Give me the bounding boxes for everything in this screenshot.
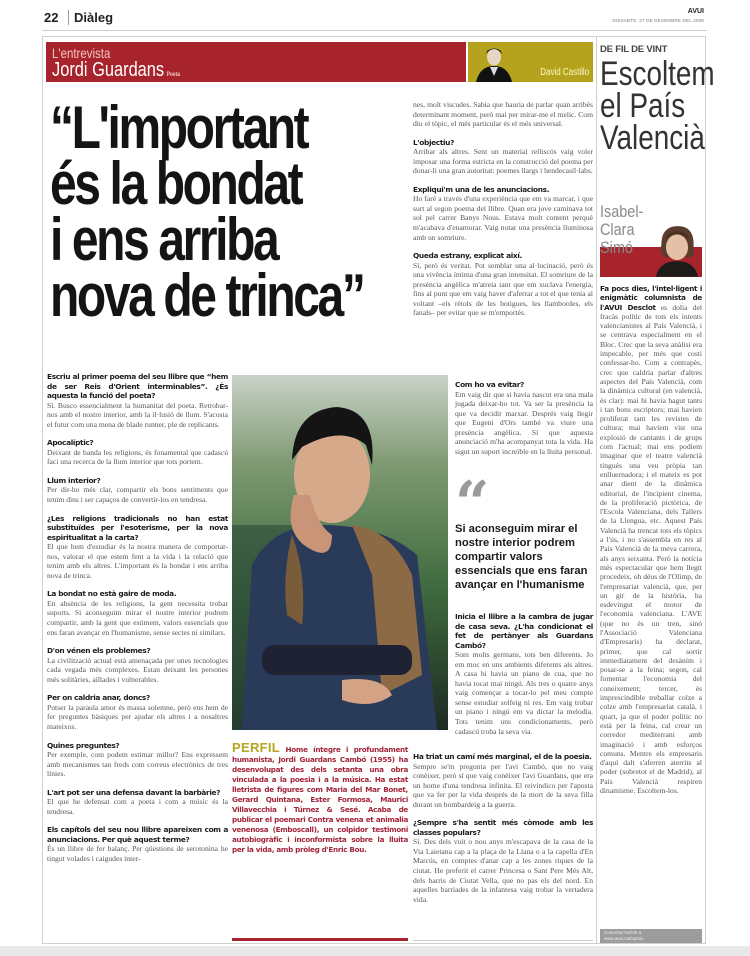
opinion-author: Isabel-Clara Simó xyxy=(600,202,644,257)
opinion-title: Escoltem el País Valencià xyxy=(600,55,715,157)
opinion-lead: Fa pocs dies, l'intel·ligent i enigmàtic columnista de l'AVUI Desclot xyxy=(600,284,702,312)
interview-answer: Sí. Busco essencialment la humanitat del poeta. Retrobar-nos amb el nostre interior, amb la il·lusió de llum. S'acosta el futur com una mena de blade runner, ple de replicants. xyxy=(47,400,228,429)
interview-question: Escriu al primer poema del seu llibre que “hem de ser Reis d'Orient interminables”. ¿És aquesta la funció del poeta? xyxy=(47,372,228,401)
pull-quote: Si aconseguim mirar el nostre interior podrem compartir valors essencials que ens faran avançar en l'humanisme xyxy=(455,523,588,591)
interview-answer: És un llibre de fer balanç. Per qüestions de serotonina he tingut volades i caigudes inter- xyxy=(47,844,228,863)
column-rule xyxy=(413,940,593,941)
interview-question: ¿Les religions tradicionals no han estat substituïdes per l'esoterisme, per la nova espiritualitat a la carta? xyxy=(47,513,228,542)
interview-answer: Sempre se'm pregunta per l'avi Cambó, que no vaig conèixer, però sí que vaig conèixer l'avi Guardans, que era un home d'una tendresa infinita. El reivindico per l'aposta que va fer per la vida després de la mort de la seva filla durant un bombardeig a la guerra. xyxy=(413,761,593,809)
interview-banner xyxy=(46,42,466,82)
interview-question: L'art pot ser una defensa davant la barbàrie? xyxy=(47,787,221,797)
interview-answer: Per dir-ho més clar, compartir els bons sentiments que tenim dins i ser capaços de convertir-los en tendresa. xyxy=(47,485,228,505)
profile-rule xyxy=(232,938,408,941)
opinion-text xyxy=(600,284,702,795)
column-divider xyxy=(596,36,597,944)
byline-box xyxy=(468,42,593,82)
interview-column-2-bottom xyxy=(413,752,593,913)
headline-line: “L'important xyxy=(50,94,308,161)
headline-line: és la bondat xyxy=(50,150,302,217)
headline xyxy=(50,94,364,329)
banner-kicker: L'entrevista xyxy=(52,45,111,61)
interview-question: ¿Sempre s'ha sentit més còmode amb les classes populars? xyxy=(413,818,593,837)
profile-box xyxy=(232,740,408,855)
interview-question: Els capítols del seu nou llibre apareixen com a anunciacions. Per què aquest terme? xyxy=(47,825,228,844)
interview-question: Quines preguntes? xyxy=(47,740,120,750)
interview-answer: Ho faré a través d'una experiència que em va marcar, i que surt al segon poema del llibre. Quan era jove caminava tot sol pel carrer Banys Nous. Estava molt content perquè m'acabava d'enamorar. Vaig notar una presència lluminosa amb un somriure. xyxy=(413,194,593,242)
interview-question: L'objectiu? xyxy=(413,137,455,147)
interview-answer: Arribar als altres. Sent un material relliscós vaig voler imposar una forma estricta en la construcció del poema per donar-li una gran autoritat: poemes llargs i hendecasíl·labs. xyxy=(413,147,593,176)
interview-question: Expliqui'm una de les anunciacions. xyxy=(413,184,550,194)
interview-answer: Sí. Des dels vuit o nou anys m'escapava de la casa de la Via Laietana cap a la plaça de la Llana o a la capella d'En Marcús, en comptes d'anar cap a les zones riques de la ciutat. He preferit el carrer Princesa o Sant Pere Més Alt, dels barris de Ciutat Vella, que no pas els del nord. En aquelles barriades de la infantesa vaig trobar la vertadera vida. xyxy=(413,837,593,904)
comment-label: Comenta l'article a xyxy=(604,930,642,935)
interview-question: Llum interior? xyxy=(47,475,101,485)
opinion-body: es dolia del fracàs polític de tots els intents valencianistes al País Valencià, i se centrava especialment en el Bloc. Crec que la seva anàlisi era impecable, per més que costi confessar-ho. Com a contrapès, crec que caldria parlar d'altres aspectes del País Valencià, com la dinàmica cultural (en valencià, és clar): mai hi havia hagut tants i tan bons escriptors; mai havien proliferat tant les revistes de cultura; mai havíem vist una explosió de cantants i de grups com l'actual; mai ens podíem imaginar que el teatre valencià tingués una veu pròpia tan enlluernadora; i el mateix es pot anar dient de la dinàmica editorial, de l'incipient cinema, de la proliferació pictòrica, de l'Escola Valenciana, dels Tallers de la Llengua, etc. Aquest País Valencià ha trencat tots els tòpics a l'ús, i no s'assembla en res al País Valencià de la meva carrera, als anys seixanta. Però la notícia més espectacular que hem llegit procedeix, oh déus de l'Olimp, de l'empresariat valencià, que, per un gir de la història, ha esdevingut el motor de l'economia valenciana. L'AVE (que no és un tren, sinó l'Associació Valenciana d'Empresaris) ha declarat, primer, que cal sortir immediatament del desànim i posar-se a la feina; segon, cal fomentar l'economia del coneixement; tercer, és imprescindible treballar colze a colze amb l'empresariat català, i quart, ja que el poder polític no està per la feina, cal crear un corredor mediterrani amb imaginació i amb esforços comuns. Mentre els empresaris d'aquí dalt s'aferren aterrits al poder (sobretot el de Madrid), al País Valencià respiren dinamisme. Escoltem-los. xyxy=(600,302,702,796)
page-header xyxy=(42,8,707,31)
interviewee-name-text: Jordi Guardans xyxy=(52,59,165,81)
interview-answer: Per exemple, com podem estimar millor? Ens expressem amb mecanismes tan freds com correus electrònics de tres línies. xyxy=(47,750,228,779)
interview-answer: El que he defensat com a poeta i com a músic és la tendresa. xyxy=(47,797,228,816)
interview-question: Queda estrany, explicat així. xyxy=(413,251,522,261)
quote-mark-icon: “ xyxy=(455,469,490,539)
interview-answer: En absència de les religions, la gent necessita trobar suports. Si aconseguim mirar el nostre interior podrem compartir, amb la gent que estimem, valors essencials que ens faran avançar en l'humanisme, sense sectes ni similars. xyxy=(47,598,228,637)
interview-question: Per on caldria anar, doncs? xyxy=(47,693,150,703)
interview-column-2-top xyxy=(413,100,593,327)
interview-question: Apocalíptic? xyxy=(47,438,94,448)
interview-answer: Potser la paraula amor és massa solemne, però ens hem de fer preguntes bàsiques per ajudar els altres i a nosaltres mateixos. xyxy=(47,702,228,731)
comment-url[interactable]: www.avui.cat/opinio xyxy=(604,936,644,941)
interviewee-name xyxy=(52,59,180,82)
comment-link-box[interactable] xyxy=(600,929,702,943)
masthead-logo: AVUI xyxy=(687,8,704,15)
interview-question: Inicia el llibre a la cambra de jugar de casa seva. ¿L'ha condicionat el fet de pertànyer als Guardans Cambó? xyxy=(455,612,593,650)
profile-text: Home íntegre i profundament humanista, Jordi Guardans Cambó (1955) ha desenvolupat des dels setanta una obra vinculada a la poesia i a la música. Ha estat lletrista de figures com Maria del Mar Bonet, Gerard Quintana, Ester Formosa, Maurici Villavecchia i Túrnez & Sesé. Acaba de publicar el poemari Contra venena et animalia venenosa (Emboscall), un colpidor testimoni autobiogràfic i inconformista sobre la lluita per la vida, amb pròleg d'Enric Bou. xyxy=(232,745,409,854)
interview-column-1 xyxy=(47,372,228,873)
interview-question: La bondat no està gaire de moda. xyxy=(47,589,177,599)
interview-answer: Em vaig dir que si havia nascut era una mala jugada deixar-ho tot. Va ser la presència la que va decidir marxar. Després vaig llegir que Eugeni d'Ors també va viure una presència angèlica. Sí que aquesta anunciació m'ha acompanyat tota la vida. Ha sigut un suport increïble en la lluita personal. xyxy=(455,389,593,456)
interviewee-photo xyxy=(232,375,448,730)
interview-question: Ha triat un camí més marginal, el de la poesia. xyxy=(413,752,592,761)
byline-author: David Castillo xyxy=(540,67,589,78)
page-number: 22 xyxy=(44,10,59,25)
interview-answer: nes, molt viscudes. Sabia que hauria de parlar quan arribés determinant moment, però mai per mirar-me el melic. Com diu el tòpic, el més particular és el més universal. xyxy=(413,100,593,129)
issue-date: DISSABTE, 27 DE DESEMBRE DEL 2008 xyxy=(612,18,704,23)
interview-question: D'on vénen els problemes? xyxy=(47,646,151,656)
author-photo-icon xyxy=(472,44,514,82)
interview-answer: Som molts germans, tots ben diferents. Jo em moc en uns ambients diferents als altres. A casa hi havia un piano de cua, que no havia tocat mai ningú. Als tres o quatre anys vaig començar a tocar-lo pel meu compte sense estudiar solfeig ni res. Em vaig trobar un piano i ningú em va dictar la melodia. Tots tenim uns condicionaments, però cadascú troba la seva via. xyxy=(455,650,593,736)
interview-column-2-lower xyxy=(455,612,593,745)
interview-answer: El que hem d'estudiar és la nostra manera de comportar-nos, valorar el que estem fent a la vida i la relació que tenim amb els altres. L'important és la bondat i ens arriba nova de trinca. xyxy=(47,542,228,580)
headline-line: i ens arriba xyxy=(50,206,278,273)
headline-line: nova de trinca” xyxy=(50,262,364,329)
interview-column-2-mid xyxy=(455,380,593,465)
section-name: Diàleg xyxy=(68,10,113,25)
page-bottom-band xyxy=(0,946,750,956)
opinion-kicker: DE FIL DE VINT xyxy=(600,44,668,55)
interview-answer: La civilització actual està amenaçada per unes tecnologies cada vegada més complexes. Estan deixant les persones més solitàries, aïllades i vulnerables. xyxy=(47,655,228,684)
interview-question: Com ho va evitar? xyxy=(455,380,524,389)
profile-label: PERFIL xyxy=(232,740,281,755)
interview-answer: Deixant de banda les religions, és fonamental que cadascú faci una recerca de la llum interior que tots portem. xyxy=(47,447,228,467)
interviewee-role: Poeta xyxy=(166,72,180,78)
interview-answer: Sí, però és veritat. Pot semblar una al·lucinació, però és una vivència íntima d'una gran intensitat. El somriure de la presència angèlica m'atreia tant que em xuclava l'energia, fins al punt que em vaig haver d'aferrar a tot el que tenia al voltant –els rètols de les botigues, les llambordes, els fanals– per evitar que se m'emportés. xyxy=(413,260,593,318)
